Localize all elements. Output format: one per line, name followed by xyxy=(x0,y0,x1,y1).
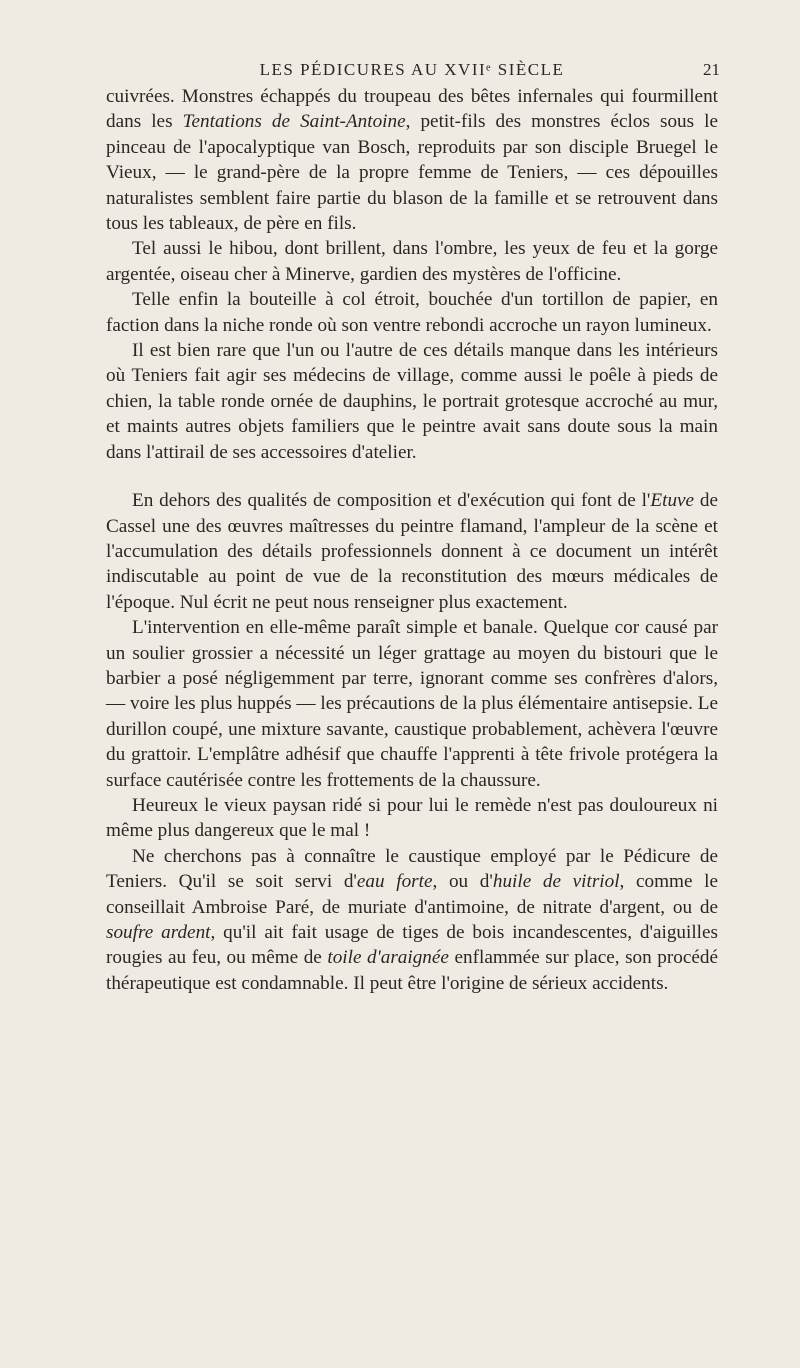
italic-term: huile de vitriol xyxy=(492,871,620,893)
text-run: Ne cherchons pas à connaître le caustique employé par le Pédicure de Teniers. Qu'il se soit servi d' xyxy=(106,845,718,893)
paragraph-7: Heureux le vieux paysan ridé si pour lui le remède n'est pas douloureux ni même plus dangereux que le mal ! xyxy=(106,794,718,842)
text-run: , comme le conseillait Ambroise Paré, de muriate d'antimoine, de nitrate d'argent, ou de xyxy=(106,871,718,918)
body-text xyxy=(106,84,718,996)
text-run: enflammée sur place, son procédé thérapeutique est condamnable. Il peut être l'origine de sérieux accidents. xyxy=(106,947,719,994)
italic-title: Etuve xyxy=(650,490,695,512)
paragraph-4: Il est bien rare que l'un ou l'autre de ces détails manque dans les intérieurs où Teniers fait agir ses médecins de village, comme aussi le poêle à pieds de chien, la table ronde ornée de dauphins, le portrait grotesque accroché au mur, et maints autres objets familiers que le peintre avait sans doute sous la main dans l'attirail de ses accessoires d'atelier. xyxy=(106,340,718,463)
running-head xyxy=(104,60,720,86)
text-run: , petit-fils des monstres éclos sous le pinceau de l'apocalyptique van Bosch, reproduits par son disciple Bruegel le Vieux, — le grand-père de la propre femme de Teniers, — ces dépouilles naturalistes semblent faire partie du blason de la famille et se retrouvent dans tous les tableaux, de père en fils. xyxy=(106,111,718,235)
paragraph-1 xyxy=(106,84,718,236)
page-number: 21 xyxy=(703,60,720,79)
paragraph-6: L'intervention en elle-même paraît simple et banale. Quelque cor causé par un soulier grossier a nécessité un léger grattage au moyen du bistouri que le barbier a posé négligemment par terre, ignorant comme ses confrères d'alors, — voire les plus huppés — les précautions de la plus élémentaire antisepsie. Le durillon coupé, une mixture savante, caustique probablement, achèvera l'œuvre du grattoir. L'emplâtre adhésif que chauffe l'apprenti à tête frivole protégera la surface cautérisée contre les frottements de la chaussure. xyxy=(106,617,718,791)
text-run: , ou d' xyxy=(432,871,493,893)
italic-term: toile d'araignée xyxy=(327,947,449,969)
italic-title: Tentations de Saint-Antoine xyxy=(182,111,406,133)
italic-term: eau forte xyxy=(356,871,433,893)
running-head-title: LES PÉDICURES AU XVIIᵉ SIÈCLE xyxy=(259,60,565,79)
paragraph-3: Telle enfin la bouteille à col étroit, bouchée d'un tortillon de papier, en faction dans la niche ronde où son ventre rebondi accroche un rayon lumineux. xyxy=(106,289,718,336)
text-run: de Cassel une des œuvres maîtresses du peintre flamand, l'ampleur de la scène et l'accumulation des détails professionnels donnent à ce document un intérêt indiscutable au point de vue de la reconstitution des mœurs médicales de l'époque. Nul écrit ne peut nous renseigner plus exactement. xyxy=(106,490,718,613)
text-run: , qu'il ait fait usage de tiges de bois incandescentes, d'aiguilles rougies au feu, ou même de xyxy=(106,922,718,969)
text-run: cuivrées. Monstres échappés du troupeau des bêtes infernales qui fourmillent dans les xyxy=(106,86,718,133)
italic-term: soufre ardent xyxy=(106,922,211,943)
paragraph-8 xyxy=(106,844,718,996)
text-run: En dehors des qualités de composition et d'exécution qui font de l' xyxy=(132,490,651,512)
paragraph-5 xyxy=(106,488,718,615)
paragraph-2: Tel aussi le hibou, dont brillent, dans l'ombre, les yeux de feu et la gorge argentée, oiseau cher à Minerve, gardien des mystères de l'officine. xyxy=(106,238,718,285)
